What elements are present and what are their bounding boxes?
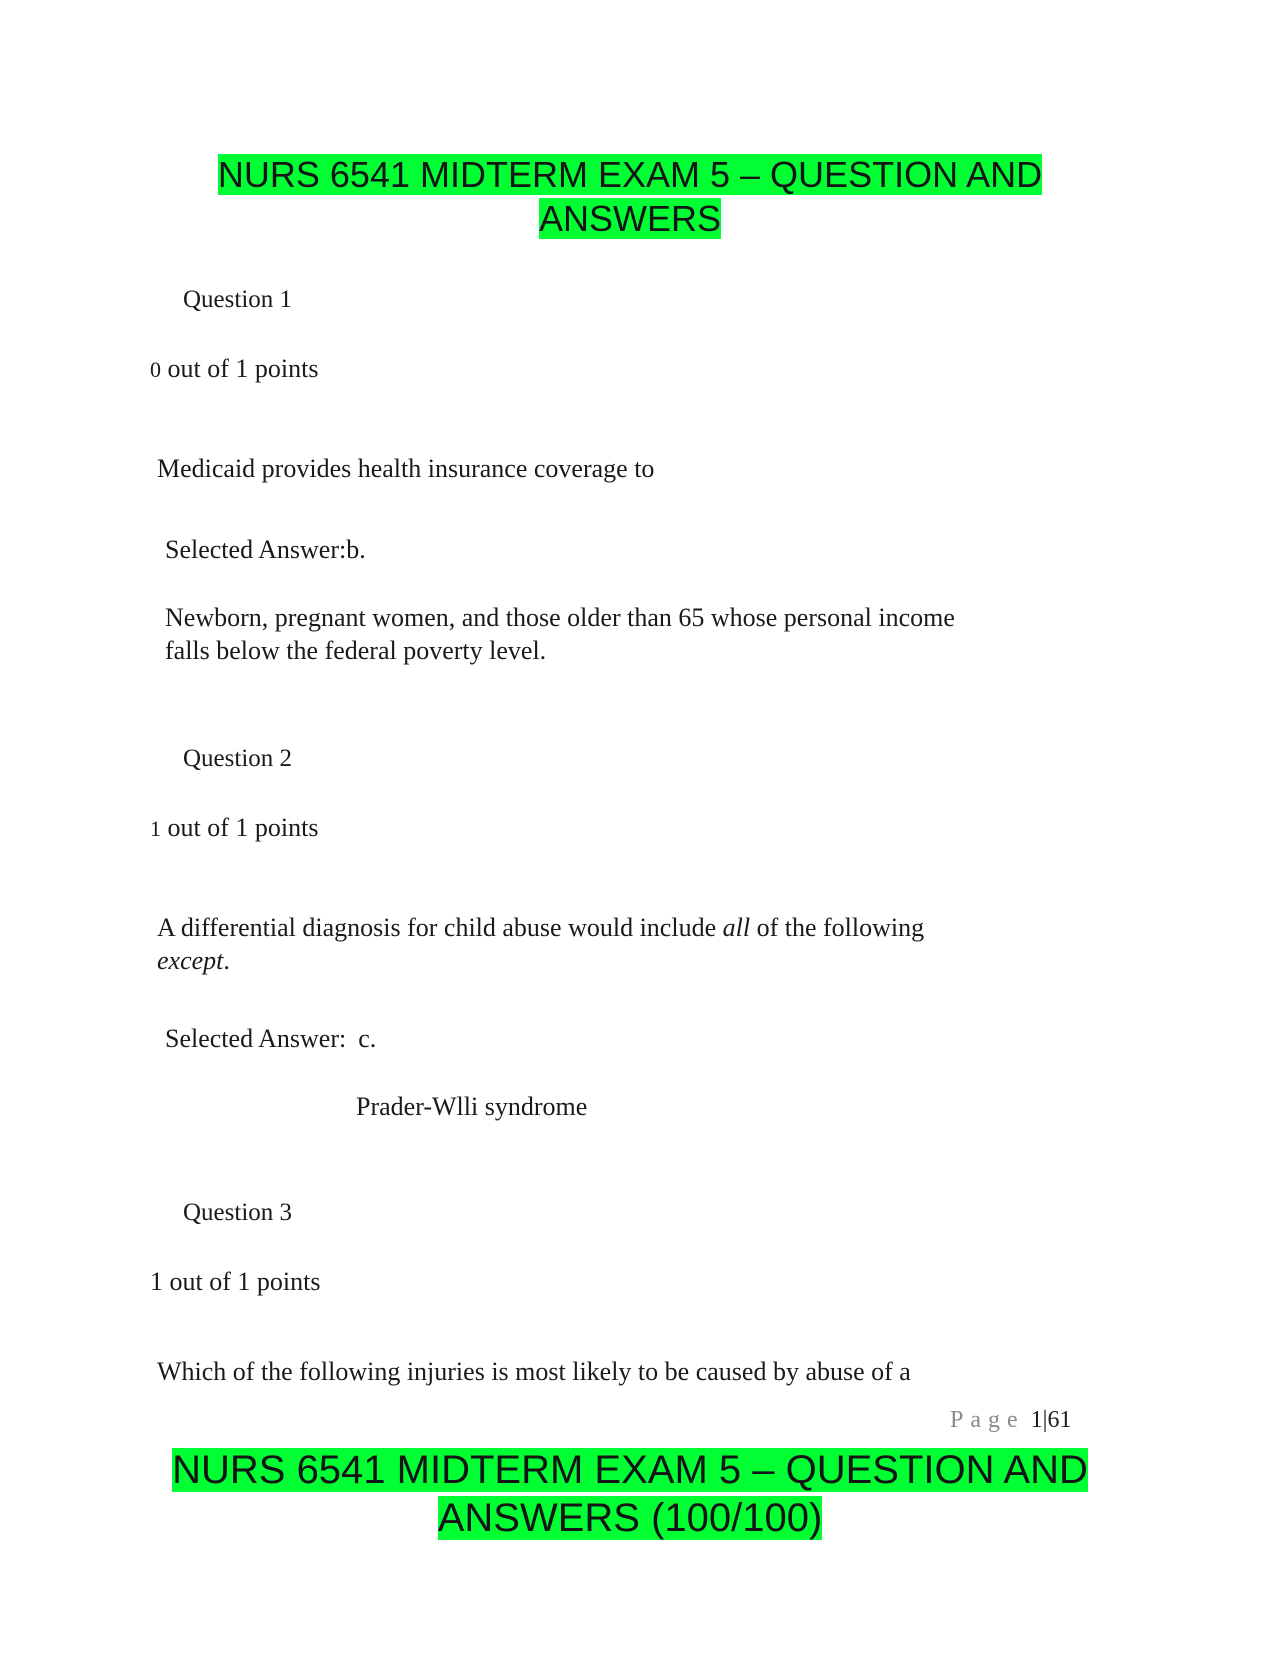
question-2-selected-label: Selected Answer: xyxy=(165,1024,347,1053)
question-1-answer-line-1: Newborn, pregnant women, and those older than 65 whose personal income xyxy=(165,603,955,632)
question-2-selected-letter: c. xyxy=(358,1024,377,1053)
question-2-prompt-end: . xyxy=(223,946,230,975)
page-total: 61 xyxy=(1047,1407,1072,1433)
question-2-points xyxy=(150,811,318,845)
question-2-prompt-part-1: A differential diagnosis for child abuse would include xyxy=(157,913,723,942)
page-number xyxy=(950,1407,1071,1434)
question-2-prompt-part-2: of the following xyxy=(750,913,925,942)
title-line-1: NURS 6541 MIDTERM EXAM 5 – QUESTION AND xyxy=(217,154,1043,195)
question-2-prompt-italic-1: all xyxy=(722,913,751,942)
footer-title xyxy=(120,1446,1140,1542)
question-3-heading: Question 3 xyxy=(183,1199,293,1226)
question-2-prompt-line-1 xyxy=(157,911,924,944)
question-3-prompt: Which of the following injuries is most likely to be caused by abuse of a xyxy=(157,1357,911,1386)
question-2-prompt-italic-2: except xyxy=(157,946,224,975)
question-1-points-text: out of 1 points xyxy=(161,354,319,383)
footer-title-line-1: NURS 6541 MIDTERM EXAM 5 – QUESTION AND xyxy=(172,1448,1088,1492)
question-2-answer: Prader-Wlli syndrome xyxy=(356,1092,588,1121)
page-separator: | xyxy=(1042,1407,1048,1433)
page-label: Page xyxy=(950,1407,1025,1433)
question-3-points: 1 out of 1 points xyxy=(150,1267,321,1296)
question-1-prompt: Medicaid provides health insurance coverage to xyxy=(157,454,655,483)
question-2-prompt-line-2 xyxy=(157,944,230,977)
question-1-points-num: 0 xyxy=(150,357,161,382)
question-1-heading: Question 1 xyxy=(183,286,293,313)
question-2-points-text: out of 1 points xyxy=(161,813,319,842)
question-2-heading: Question 2 xyxy=(183,745,293,772)
footer-title-line-2: ANSWERS (100/100) xyxy=(437,1496,823,1540)
question-2-selected xyxy=(165,1022,376,1055)
question-1-answer-line-2: falls below the federal poverty level. xyxy=(165,636,547,665)
page-current: 1 xyxy=(1030,1407,1043,1433)
question-1-points xyxy=(150,352,318,386)
document-title xyxy=(120,153,1140,241)
question-2-points-num: 1 xyxy=(150,816,161,841)
title-line-2: ANSWERS xyxy=(538,198,722,239)
question-1-selected-label: Selected Answer:b. xyxy=(165,535,366,564)
